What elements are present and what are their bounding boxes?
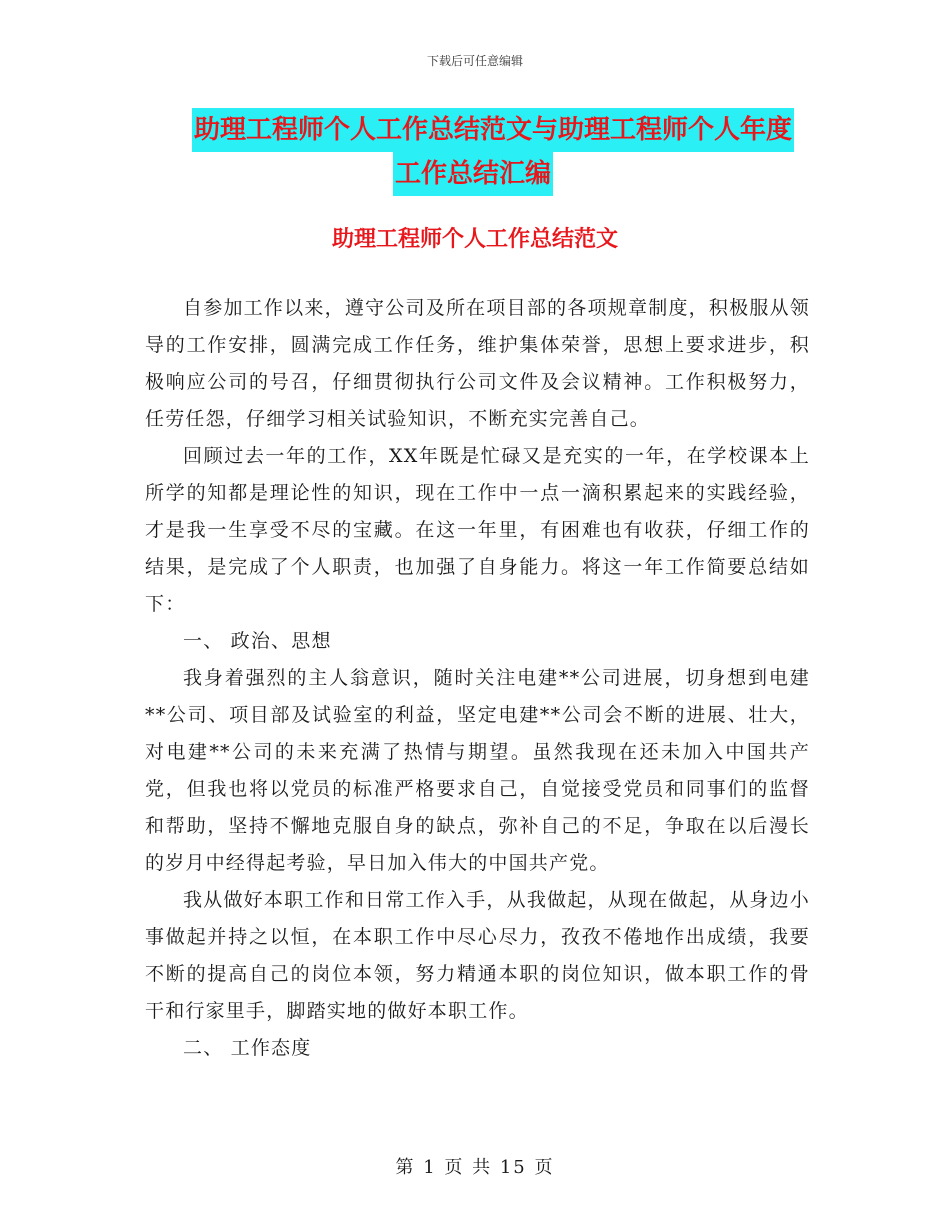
section-title: 助理工程师个人工作总结范文 [331, 227, 618, 252]
body-paragraph: 我身着强烈的主人翁意识，随时关注电建**公司进展，切身想到电建**公司、项目部及试验室的利益，坚定电建**公司会不断的进展、壮大，对电建**公司的未来充满了热情与期望。虽然我现在还未加入中国共产党，但我也将以党员的标准严格要求自己，自觉接受党员和同事们的监督和帮助，坚持不懈地克服自身的缺点，弥补自己的不足，争取在以后漫长的岁月中经得起考验，早日加入伟大的中国共产党。 [145, 667, 810, 874]
body-paragraph: 回顾过去一年的工作，XX年既是忙碌又是充实的一年，在学校课本上所学的知都是理论性的知识，现在工作中一点一滴积累起来的实践经验，才是我一生享受不尽的宝藏。在这一年里，有困难也有收获，仔细工作的结果，是完成了个人职责，也加强了自身能力。将这一年工作简要总结如下： [145, 445, 810, 615]
body-paragraph: 我从做好本职工作和日常工作入手，从我做起，从现在做起，从身边小事做起并持之以恒，在本职工作中尽心尽力，孜孜不倦地作出成绩，我要不断的提高自己的岗位本领，努力精通本职的岗位知识，做本职工作的骨干和行家里手，脚踏实地的做好本职工作。 [145, 889, 810, 1022]
header-note: 下载后可任意编辑 [426, 54, 523, 68]
section-heading: 二、 工作态度 [183, 1037, 312, 1059]
document-title [145, 108, 810, 196]
document-title-line-2: 工作总结汇编 [393, 152, 553, 196]
document-body [145, 290, 810, 1067]
body-paragraph: 自参加工作以来，遵守公司及所在项目部的各项规章制度，积极服从领导的工作安排，圆满完成工作任务，维护集体荣誉，思想上要求进步，积极响应公司的号召，仔细贯彻执行公司文件及会议精神。工作积极努力，任劳任怨，仔细学习相关试验知识，不断充实完善自己。 [145, 297, 810, 430]
section-heading: 一、 政治、思想 [183, 630, 332, 652]
document-title-line-1: 助理工程师个人工作总结范文与助理工程师个人年度 [192, 108, 794, 152]
page-number: 第 1 页 共 15 页 [395, 1157, 555, 1178]
